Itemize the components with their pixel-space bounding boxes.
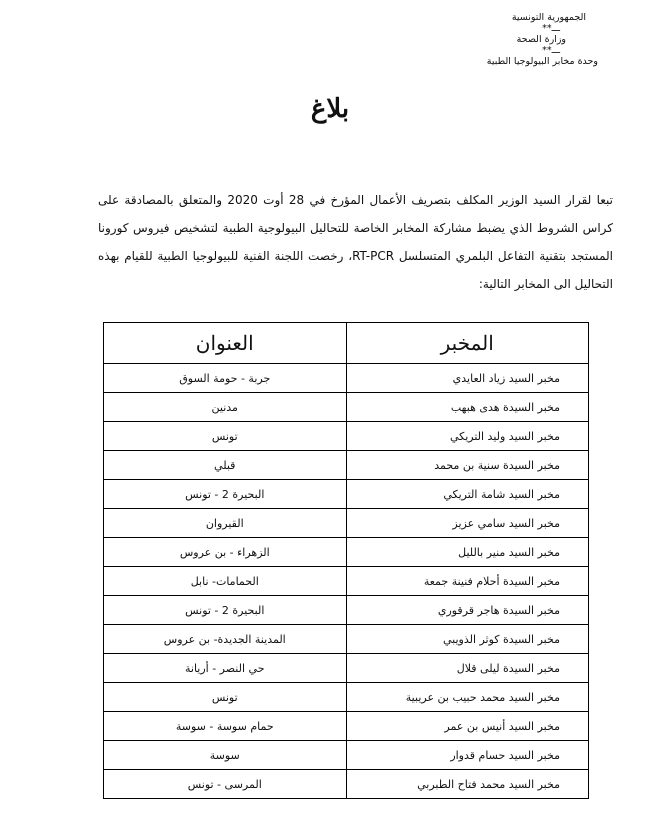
lab-name-cell: مخبر السيدة هدى هبهب (346, 393, 589, 422)
table-row (104, 770, 589, 799)
header-separator: **ـــ (542, 45, 560, 56)
address-cell: المرسى - تونس (104, 770, 347, 799)
address-cell: القيروان (104, 509, 347, 538)
table-row (104, 654, 589, 683)
lab-name-cell: مخبر السيد حسام قدوار (346, 741, 589, 770)
lab-name-cell: مخبر السيدة هاجر قرقوري (346, 596, 589, 625)
header-country: الجمهورية التونسية (511, 12, 586, 23)
address-cell: البحيرة 2 - تونس (104, 480, 347, 509)
address-cell: سوسة (104, 741, 347, 770)
lab-name-cell: مخبر السيد شامة التريكي (346, 480, 589, 509)
column-header-lab: المخبر (346, 323, 589, 364)
table-header-row (104, 323, 589, 364)
lab-name-cell: مخبر السيد منير بالليل (346, 538, 589, 567)
lab-name-cell: مخبر السيدة أحلام فنينة جمعة (346, 567, 589, 596)
header-ministry: وزارة الصحة (516, 34, 566, 45)
table-row (104, 509, 589, 538)
table-row (104, 422, 589, 451)
address-cell: تونس (104, 683, 347, 712)
lab-name-cell: مخبر السيدة سنية بن محمد (346, 451, 589, 480)
letterhead (398, 12, 598, 67)
address-cell: الحمامات- نابل (104, 567, 347, 596)
address-cell: البحيرة 2 - تونس (104, 596, 347, 625)
address-cell: قبلي (104, 451, 347, 480)
lab-name-cell: مخبر السيد أنيس بن عمر (346, 712, 589, 741)
labs-table (103, 322, 589, 799)
address-cell: الزهراء - بن عروس (104, 538, 347, 567)
address-cell: مدنين (104, 393, 347, 422)
table-row (104, 741, 589, 770)
address-cell: حي النصر - أريانة (104, 654, 347, 683)
table-row (104, 364, 589, 393)
lab-name-cell: مخبر السيد سامي عزيز (346, 509, 589, 538)
table-row (104, 567, 589, 596)
column-header-address: العنوان (104, 323, 347, 364)
table-body (104, 364, 589, 799)
lab-name-cell: مخبر السيد محمد فتاح الطبربي (346, 770, 589, 799)
lab-name-cell: مخبر السيد وليد التريكي (346, 422, 589, 451)
table-row (104, 538, 589, 567)
table-row (104, 625, 589, 654)
table-row (104, 683, 589, 712)
page-title: بلاغ (310, 94, 350, 124)
address-cell: المدينة الجديدة- بن عروس (104, 625, 347, 654)
lab-name-cell: مخبر السيد محمد حبيب بن عريبية (346, 683, 589, 712)
announcement-paragraph: تبعا لقرار السيد الوزير المكلف بتصريف الأعمال المؤرخ في 28 أوت 2020 والمتعلق بالمصادقة على كراس الشروط الذي يضبط مشاركة المخابر الخاصة للتحاليل البيولوجية الطبية لتشخيص فيروس كورونا المستجد بتقنية التفاعل البلمري المتسلسل RT-PCR، رخصت اللجنة الفنية للبيولوجيا الطبية للقيام بهذه التحاليل الى المخابر التالية: (98, 193, 614, 291)
header-separator: **ـــ (542, 23, 560, 34)
table-row (104, 712, 589, 741)
table-row (104, 393, 589, 422)
table-row (104, 451, 589, 480)
labs-table-container (103, 322, 589, 799)
header-unit: وحدة مخابر البيولوجيا الطبية (486, 56, 598, 67)
address-cell: تونس (104, 422, 347, 451)
lab-name-cell: مخبر السيد زياد العايدي (346, 364, 589, 393)
lab-name-cell: مخبر السيدة كوثر الذويبي (346, 625, 589, 654)
address-cell: حمام سوسة - سوسة (104, 712, 347, 741)
lab-name-cell: مخبر السيدة ليلى قلال (346, 654, 589, 683)
table-row (104, 596, 589, 625)
table-row (104, 480, 589, 509)
address-cell: جربة - حومة السوق (104, 364, 347, 393)
